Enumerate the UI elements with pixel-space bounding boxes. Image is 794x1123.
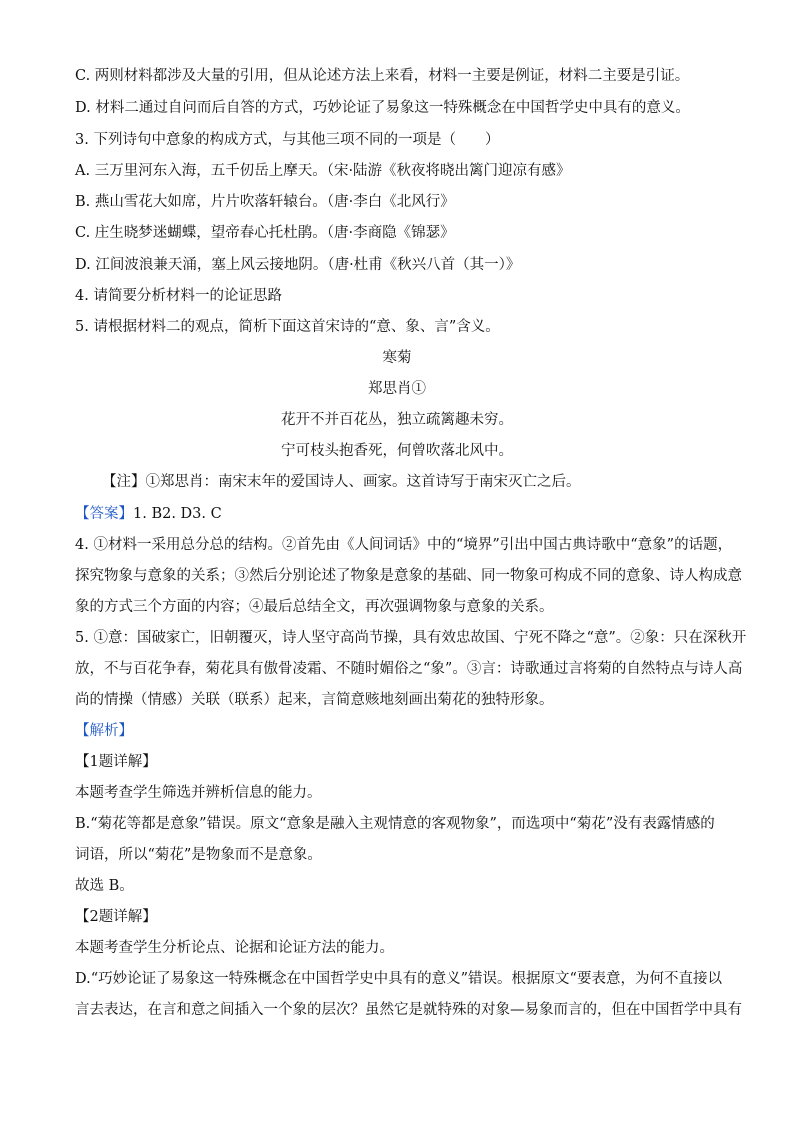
q3-option-b: B. 燕山雪花大如席，片片吹落轩辕台。（唐·李白《北风行》 xyxy=(75,194,455,210)
q1-line-1: 本题考查学生筛选并辨析信息的能力。 xyxy=(75,785,322,801)
answer-4-line-2: 探究物象与意象的关系；③然后分别论述了物象是意象的基础、同一物象可构成不同的意象、诗人构成意 xyxy=(75,568,742,584)
q2-heading: 【2题详解】 xyxy=(75,909,157,925)
answer-5-line-3: 尚的情操（情感）关联（联系）起来，言简意赅地刻画出菊花的独特形象。 xyxy=(75,692,554,708)
poem-line-2: 宁可枝头抱香死，何曾吹落北风中。 xyxy=(281,443,513,459)
answer-label: 【答案】 xyxy=(75,506,133,522)
poem-title: 寒菊 xyxy=(382,350,412,366)
q3-option-d: D. 江间波浪兼天涌，塞上风云接地阴。（唐·杜甫《秋兴八首（其一）》 xyxy=(75,257,521,273)
poem-author: 郑思肖① xyxy=(368,381,426,397)
answer-row xyxy=(75,504,222,524)
question-5: 5. 请根据材料二的观点，简析下面这首宋诗的“意、象、言”含义。 xyxy=(75,319,500,335)
q1-line-2: B.“菊花等都是意象”错误。原文“意象是融入主观情意的客观物象”，而选项中“菊花”没有表露情感的 xyxy=(75,816,715,832)
answer-4-line-1: 4. ①材料一采用总分总的结构。②首先由《人间词话》中的“境界”引出中国古典诗歌中“意象”的话题， xyxy=(75,537,733,553)
q3-option-a: A. 三万里河东入海，五千仞岳上摩天。（宋·陆游《秋夜将晓出篱门迎凉有感》 xyxy=(75,163,571,179)
q1-line-4: 故选 B。 xyxy=(75,878,134,894)
option-c-text: C. 两则材料都涉及大量的引用，但从论述方法上来看，材料一主要是例证，材料二主要是引证。 xyxy=(75,68,690,84)
answer-5-line-1: 5. ①意：国破家亡，旧朝覆灭，诗人坚守高尚节操，具有效忠故国、宁死不降之“意”。②象：只在深秋开 xyxy=(75,630,747,646)
answer-5-line-2: 放，不与百花争春，菊花具有傲骨凌霜、不随时媚俗之“象”。③言：诗歌通过言将菊的自然特点与诗人高 xyxy=(75,661,743,677)
answer-text: 1. B2. D3. C xyxy=(133,506,222,522)
q2-line-1: 本题考查学生分析论点、论据和论证方法的能力。 xyxy=(75,940,394,956)
question-3: 3. 下列诗句中意象的构成方式，与其他三项不同的一项是（ ） xyxy=(75,132,500,148)
poem-note: 【注】①郑思肖：南宋末年的爱国诗人、画家。这首诗写于南宋灭亡之后。 xyxy=(102,474,581,490)
q1-heading: 【1题详解】 xyxy=(75,754,157,770)
q3-option-c: C. 庄生晓梦迷蝴蝶，望帝春心托杜鹃。（唐·李商隐《锦瑟》 xyxy=(75,225,455,241)
answer-4-line-3: 象的方式三个方面的内容；④最后总结全文，再次强调物象与意象的关系。 xyxy=(75,599,554,615)
analysis-label: 【解析】 xyxy=(75,723,133,739)
option-d-text: D. 材料二通过自问而后自答的方式，巧妙论证了易象这一特殊概念在中国哲学史中具有的意义。 xyxy=(75,100,690,116)
question-4: 4. 请简要分析材料一的论证思路 xyxy=(75,288,282,304)
q2-line-3: 言去表达，在言和意之间插入一个象的层次？虽然它是就特殊的对象—易象而言的，但在中国哲学中具有 xyxy=(75,1002,742,1018)
poem-line-1: 花开不并百花丛，独立疏篱趣未穷。 xyxy=(281,412,513,428)
q2-line-2: D.“巧妙论证了易象这一特殊概念在中国哲学史中具有的意义”错误。根据原文“要表意，为何不直接以 xyxy=(75,971,722,987)
q1-line-3: 词语，所以“菊花”是物象而不是意象。 xyxy=(75,847,322,863)
